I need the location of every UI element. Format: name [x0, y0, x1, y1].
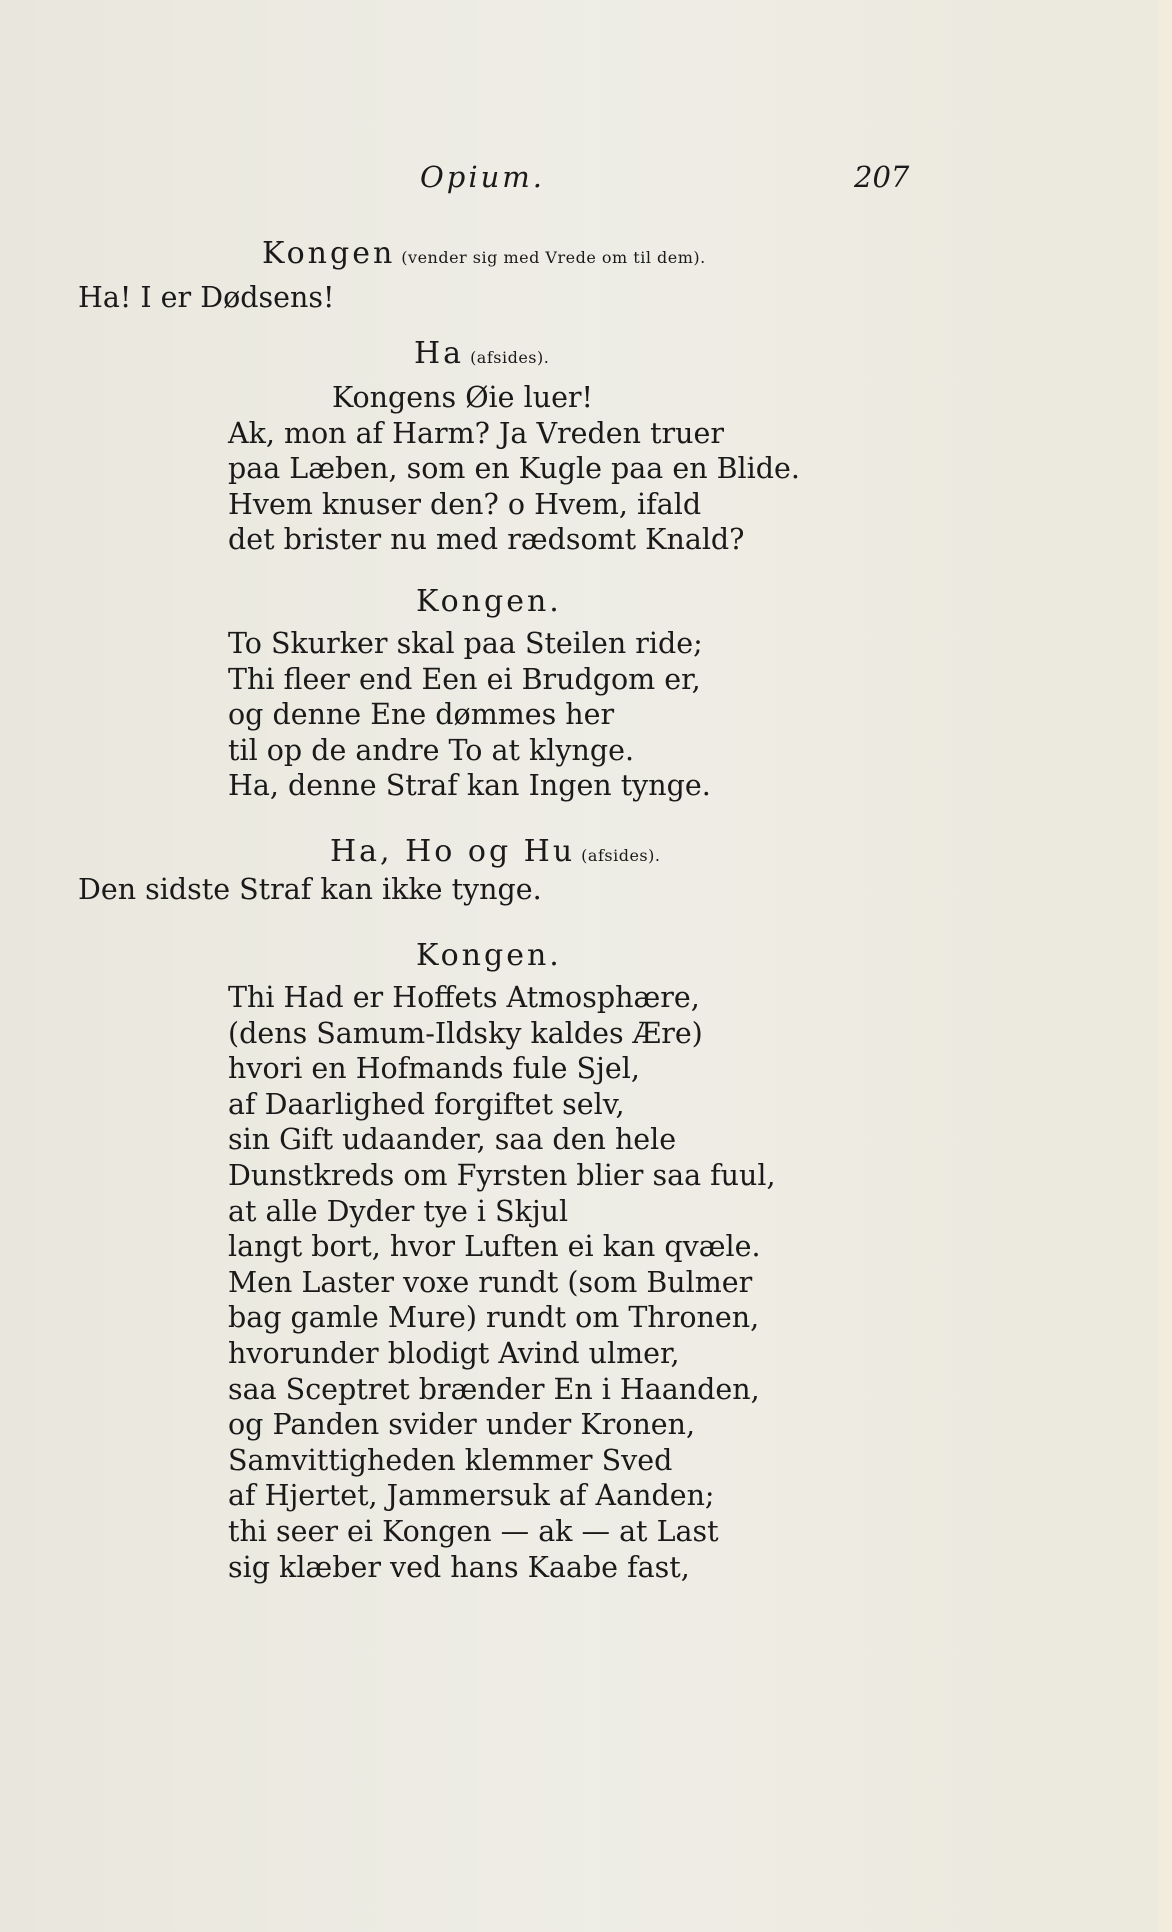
verse-block	[228, 626, 711, 804]
verse-line: Thi Had er Hoffets Atmosphære,	[228, 981, 700, 1014]
verse-line: Dunstkreds om Fyrsten blier saa fuul,	[228, 1158, 776, 1192]
stage-direction: (afsides).	[470, 348, 550, 367]
verse-line: Den sidste Straf kan ikke tynge.	[78, 873, 542, 906]
verse-block	[78, 280, 334, 316]
verse-line: af Daarlighed forgiftet selv,	[228, 1087, 625, 1121]
speaker-name: Kongen.	[416, 938, 562, 973]
verse-line: og Panden svider under Kronen,	[228, 1408, 696, 1442]
verse-line: To Skurker skal paa Steilen ride;	[228, 627, 703, 660]
verse-line: bag gamle Mure) rundt om Thronen,	[228, 1301, 760, 1335]
speaker-name: Kongen.	[416, 584, 562, 619]
verse-line: og denne Ene dømmes her	[228, 698, 615, 732]
verse-line: Hvem knuser den? o Hvem, ifald	[228, 487, 702, 521]
verse-line: (dens Samum-Ildsky kaldes Ære)	[228, 1016, 703, 1050]
verse-line: paa Læben, som en Kugle paa en Blide.	[228, 452, 800, 486]
speaker-heading	[330, 834, 660, 869]
verse-line: hvori en Hofmands fule Sjel,	[228, 1052, 640, 1086]
speaker-name: Ha	[414, 336, 465, 371]
verse-line: Men Laster voxe rundt (som Bulmer	[228, 1265, 753, 1299]
verse-line: langt bort, hvor Luften ei kan qvæle.	[228, 1230, 761, 1264]
verse-line: sin Gift udaander, saa den hele	[228, 1123, 677, 1157]
verse-line: Kongens Øie luer!	[332, 381, 594, 414]
page-number: 207	[854, 160, 910, 194]
speaker-heading	[414, 336, 549, 371]
verse-block	[228, 380, 800, 558]
verse-block	[228, 980, 776, 1585]
stage-direction: (afsides).	[581, 846, 661, 865]
running-header-title: Opium.	[420, 160, 546, 194]
verse-line: at alle Dyder tye i Skjul	[228, 1194, 569, 1228]
verse-line: det brister nu med rædsomt Knald?	[228, 523, 745, 557]
speaker-name: Ha, Ho og Hu	[330, 834, 576, 869]
speaker-heading	[262, 236, 706, 271]
verse-line: saa Sceptret brænder En i Haanden,	[228, 1372, 760, 1406]
verse-line: Ha, denne Straf kan Ingen tynge.	[228, 769, 711, 803]
speaker-heading	[416, 938, 562, 973]
verse-line: thi seer ei Kongen — ak — at Last	[228, 1514, 719, 1548]
verse-block	[78, 872, 542, 908]
verse-line: af Hjertet, Jammersuk af Aanden;	[228, 1479, 715, 1513]
page-edge	[1158, 0, 1172, 1932]
verse-line: hvorunder blodigt Avind ulmer,	[228, 1336, 680, 1370]
speaker-heading	[416, 584, 562, 619]
verse-line: Samvittigheden klemmer Sved	[228, 1443, 673, 1477]
stage-direction: (vender sig med Vrede om til dem).	[401, 248, 706, 267]
verse-line: Thi fleer end Een ei Brudgom er,	[228, 662, 701, 696]
verse-line: til op de andre To at klynge.	[228, 733, 635, 767]
verse-line: Ha! I er Dødsens!	[78, 281, 335, 314]
speaker-name: Kongen	[262, 236, 396, 271]
verse-line: sig klæber ved hans Kaabe fast,	[228, 1550, 690, 1584]
verse-line: Ak, mon af Harm? Ja Vreden truer	[228, 416, 724, 450]
